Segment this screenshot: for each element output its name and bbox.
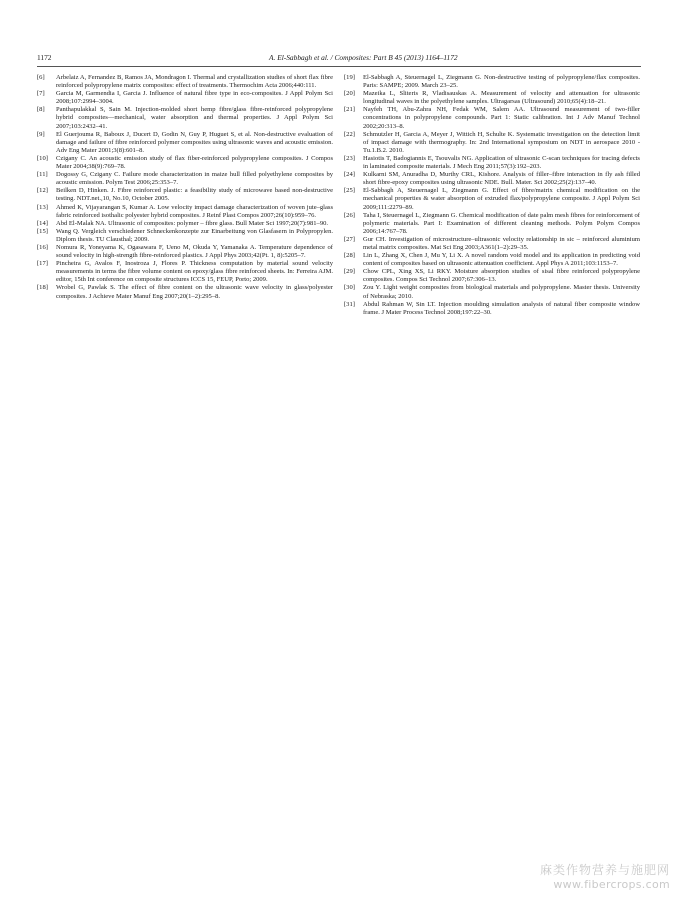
reference-text: Kulkarni SM, Anuradha D, Murthy CRL, Kishore. Analysis of filler–fibre interaction in fly ash filled short fibre-epoxy composites using ultrasonic NDE. Bull. Mater. Sci 2002;25(2):137–40. [363,171,640,187]
reference-number: [25] [344,187,355,195]
reference-number: [26] [344,211,355,219]
reference-item [344,301,640,317]
reference-number: [9] [37,130,45,138]
reference-item [37,155,333,171]
reference-text: Panthapulakkal S, Sain M. Injection-molded short hemp fibre/glass fibre-reinforced polypropylene hybrid composites—mechanical, water absorption and thermal properties. J Appl Polym Sci 2007;103:2432–41. [56,106,333,130]
reference-text: El Guerjouma R, Baboux J, Ducert D, Godin N, Guy P, Huguet S, et al. Non-destructive evaluation of damage and failure of fibre reinforced polymer composites using ultrasonic waves and acoustic emission. Adv Eng Mater 2001;3(8):601–8. [56,130,333,154]
reference-number: [8] [37,106,45,114]
header-rule [37,66,641,67]
reference-number: [11] [37,171,48,179]
reference-text: Garcia M, Garmendia I, Garcia J. Influence of natural fibre type in eco-composites. J Appl Polym Sci 2008;107:2994–3004. [56,90,333,106]
running-title: A. El-Sabbagh et al. / Composites: Part B 45 (2013) 1164–1172 [269,53,458,62]
reference-item [344,171,640,187]
watermark-chinese: 麻类作物营养与施肥网 [539,863,670,877]
reference-item [344,106,640,130]
reference-number: [19] [344,74,355,81]
reference-number: [14] [37,219,48,227]
reference-number: [7] [37,90,45,98]
reference-text: Abd El-Malak NA. Ultrasonic of composites: polymer – fibre glass. Bull Mater Sci 1997;20(7):981–90. [56,219,329,227]
page-number: 1172 [37,53,52,62]
reference-item [37,204,333,220]
reference-text: Abdul Rahman W, Sin LT. Injection moulding simulation analysis of natural fiber composite window frame. J Mater Process Technol 2008;197:22–30. [363,300,640,316]
reference-number: [12] [37,187,48,195]
reference-text: Nomura R, Yoneyama K, Ogasawara F, Ueno M, Okuda Y, Yamanaka A. Temperature dependence of sound velocity in high-strength fibre-reinforced plastics. J Appl Phys 2003;42(Pt. 1, 8):5205–7. [56,243,333,260]
reference-item [344,74,640,90]
reference-text: El-Sabbagh A, Steuernagel L, Ziegmann G. Effect of fibre/matrix chemical modification on the mechanical properties & water absorption of extruded flax/polypropylene composite. J Appl Polym Sci 2009;111:2279–89. [363,187,640,211]
page-header [37,53,641,65]
reference-item [344,90,640,106]
reference-text: Nayfeh TH, Abu-Zahra NH, Fedak WM, Salem AA. Ultrasound measurement of two-filler concentrations in polypropylene compounds. Part 1: Static calibration. Int J Adv Manuf Technol 2002;20:313–8. [363,106,640,130]
references-left-column [37,74,333,301]
reference-item [344,187,640,211]
reference-item [344,212,640,236]
reference-item [344,252,640,268]
reference-item [37,106,333,130]
reference-text: El-Sabbagh A, Steuernagel L, Ziegmann G. Non-destructive testing of polypropylene/flax composites. Paris: SAMPE; 2009. March 23–25. [363,74,640,90]
reference-item [37,260,333,284]
reference-item [344,155,640,171]
reference-item [37,90,333,106]
reference-item [37,220,333,228]
reference-number: [16] [37,243,48,251]
reference-number: [30] [344,284,355,292]
reference-number: [28] [344,252,355,260]
reference-text: Beilken D, Hinken. J. Fibre reinforced plastic: a feasibility study of microwave based non-destructive testing. NDT.net.,10, No.10, October 2005. [56,187,333,203]
reference-item [37,74,333,90]
reference-text: Taha I, Steuernagel L, Ziegmann G. Chemical modification of date palm mesh fibres for reinforcement of polymeric materials. Part I: Examination of different cleaning methods. Polym Polym Compos 2006;14:767–78. [363,211,640,235]
reference-number: [22] [344,130,355,138]
reference-number: [31] [344,300,355,308]
reference-text: Mazeika L, Sliteris R, Vladisauskas A. Measurement of velocity and attenuation for ultrasonic longitudinal waves in the polyethylene samples. Ultragarsas (Ultrasound) 2010;65(4):18–21. [363,90,640,106]
references-right-column [344,74,640,317]
reference-number: [15] [37,227,48,235]
reference-number: [17] [37,260,48,268]
reference-text: Schmutzler H, Garcia A, Meyer J, Wittich H, Schulte K. Systematic investigation on the detection limit of impact damage with thermography. In: 2nd International symposium on NDT in aerospace 2010 - Tu.1.B.2. 2010. [363,130,640,154]
reference-item [37,284,333,300]
reference-text: Pincheira G, Avalos F, Inostroza J, Flores P. Thickness computation by material sound velocity measurements in terms the fibre volume content on epoxy/glass fibre reinforced sheets. In: Ferreira AJM. editor, 15th Int conference on composite structures ICCS 15, FEUP, Porto; 2009. [56,260,333,284]
reference-text: Gur CH. Investigation of microstructure–ultrasonic velocity relationship in sic – reinforced aluminium metal matrix composites. Mat Sci Eng 2003;A361(1–2):29–35. [363,235,640,251]
reference-item [37,228,333,244]
watermark-url: www.fibercrops.com [553,878,670,891]
reference-number: [6] [37,74,45,81]
watermark [540,861,670,891]
reference-item [37,187,333,203]
reference-number: [13] [37,203,48,211]
reference-item [344,268,640,284]
reference-item [37,171,333,187]
reference-item [37,244,333,260]
reference-text: Hasiotis T, Badogiannis E, Tsouvalis NG. Application of ultrasonic C-scan techniques for tracing defects in laminated composite materials. J Mech Eng 2011;57(3):192–203. [363,154,640,171]
reference-text: Lin L, Zhang X, Chen J, Mu Y, Li X. A novel random void model and its application in predicting void content of composites based on ultrasonic attenuation coefficient. Appl Phys A 2011;103:1153–7. [363,252,640,268]
reference-item [344,236,640,252]
reference-number: [10] [37,154,48,162]
reference-number: [20] [344,90,355,98]
reference-text: Arbelaiz A, Fernandez B, Ramos JA, Mondragon I. Thermal and crystallization studies of short flax fibre reinforced polypropylene matrix composites: effect of treatments. Thermochim Acta 2006;440:111. [56,74,333,90]
reference-item [37,131,333,155]
reference-number: [23] [344,154,355,162]
reference-number: [21] [344,106,355,114]
reference-text: Ahmed K, Vijayarangan S, Kumar A. Low velocity impact damage characterization of woven jute–glass fabric reinforced isothalic polyester hybrid composites. J Reinf Plast Compos 2007;26(10):959–76. [56,203,333,219]
reference-text: Dogossy G, Czigany C. Failure mode characterization in maize hull filled polyethylene composites by acoustic emission. Polym Test 2006;25:353–7. [56,171,333,187]
reference-number: [27] [344,235,355,243]
reference-text: Wang Q. Vergleich verschiedener Schneckenkonzepte zur Einarbeitung von Glasfasern in Polypropylen. Diplom thesis. TU Clausthal; 2009. [56,227,333,243]
reference-item [344,131,640,155]
reference-text: Czigany C. An acoustic emission study of flax fiber-reinforced polypropylene composites. J Compos Mater 2004;38(9):769–78. [56,154,333,171]
reference-number: [29] [344,268,355,276]
reference-text: Chow CPL, Xing XS, Li RKY. Moisture absorption studies of sisal fibre reinforced polypropylene composites. Compos Sci Technol 2007;67:306–13. [363,268,640,284]
reference-number: [24] [344,171,355,179]
reference-text: Zou Y. Light weight composites from biological materials and polypropylene. Master thesis. University of Nebraska; 2010. [363,284,640,300]
reference-item [344,284,640,300]
reference-number: [18] [37,284,48,292]
reference-text: Wrobel G, Pawlak S. The effect of fibre content on the ultrasonic wave velocity in glass/polyester composites. J Achieve Mater Manuf Eng 2007;20(1–2):295–8. [56,284,333,300]
